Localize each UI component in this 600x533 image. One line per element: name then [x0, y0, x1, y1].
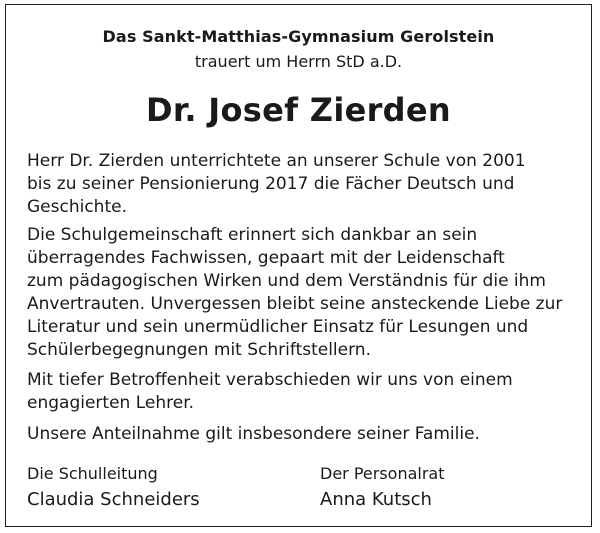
mourns-line: trauert um Herrn StD a.D.	[194, 52, 403, 71]
institution-name: Das Sankt-Matthias-Gymnasium Gerolstein	[102, 27, 495, 46]
deceased-name: Dr. Josef Zierden	[146, 91, 451, 129]
obituary-notice	[5, 4, 592, 527]
signature-name-school-management: Claudia Schneiders	[27, 489, 200, 510]
paragraph-career: Herr Dr. Zierden unterrichtete an unserer Schule von 2001 bis zu seiner Pensionierung 2017 die Fächer Deutsch und Geschichte.	[27, 151, 526, 217]
paragraph-farewell: Mit tiefer Betroffenheit verabschieden wir uns von einem engagierten Lehrer.	[27, 370, 513, 413]
signature-name-staff-council: Anna Kutsch	[320, 489, 432, 510]
paragraph-condolence: Unsere Anteilnahme gilt insbesondere seiner Familie.	[27, 424, 480, 444]
paragraph-remembrance: Die Schulgemeinschaft erinnert sich dankbar an sein überragendes Fachwissen, gepaart mit der Leidenschaft zum pädagogischen Wirken und dem Verständnis für die ihm Anvertrauten. Unvergessen bleibt seine ansteckende Liebe zur Literatur und sein unermüdlicher Einsatz für Lesungen und Schülerbegegnungen mit Schriftstellern.	[27, 225, 563, 360]
signature-role-school-management: Die Schulleitung	[27, 464, 158, 483]
signature-role-staff-council: Der Personalrat	[320, 464, 445, 483]
